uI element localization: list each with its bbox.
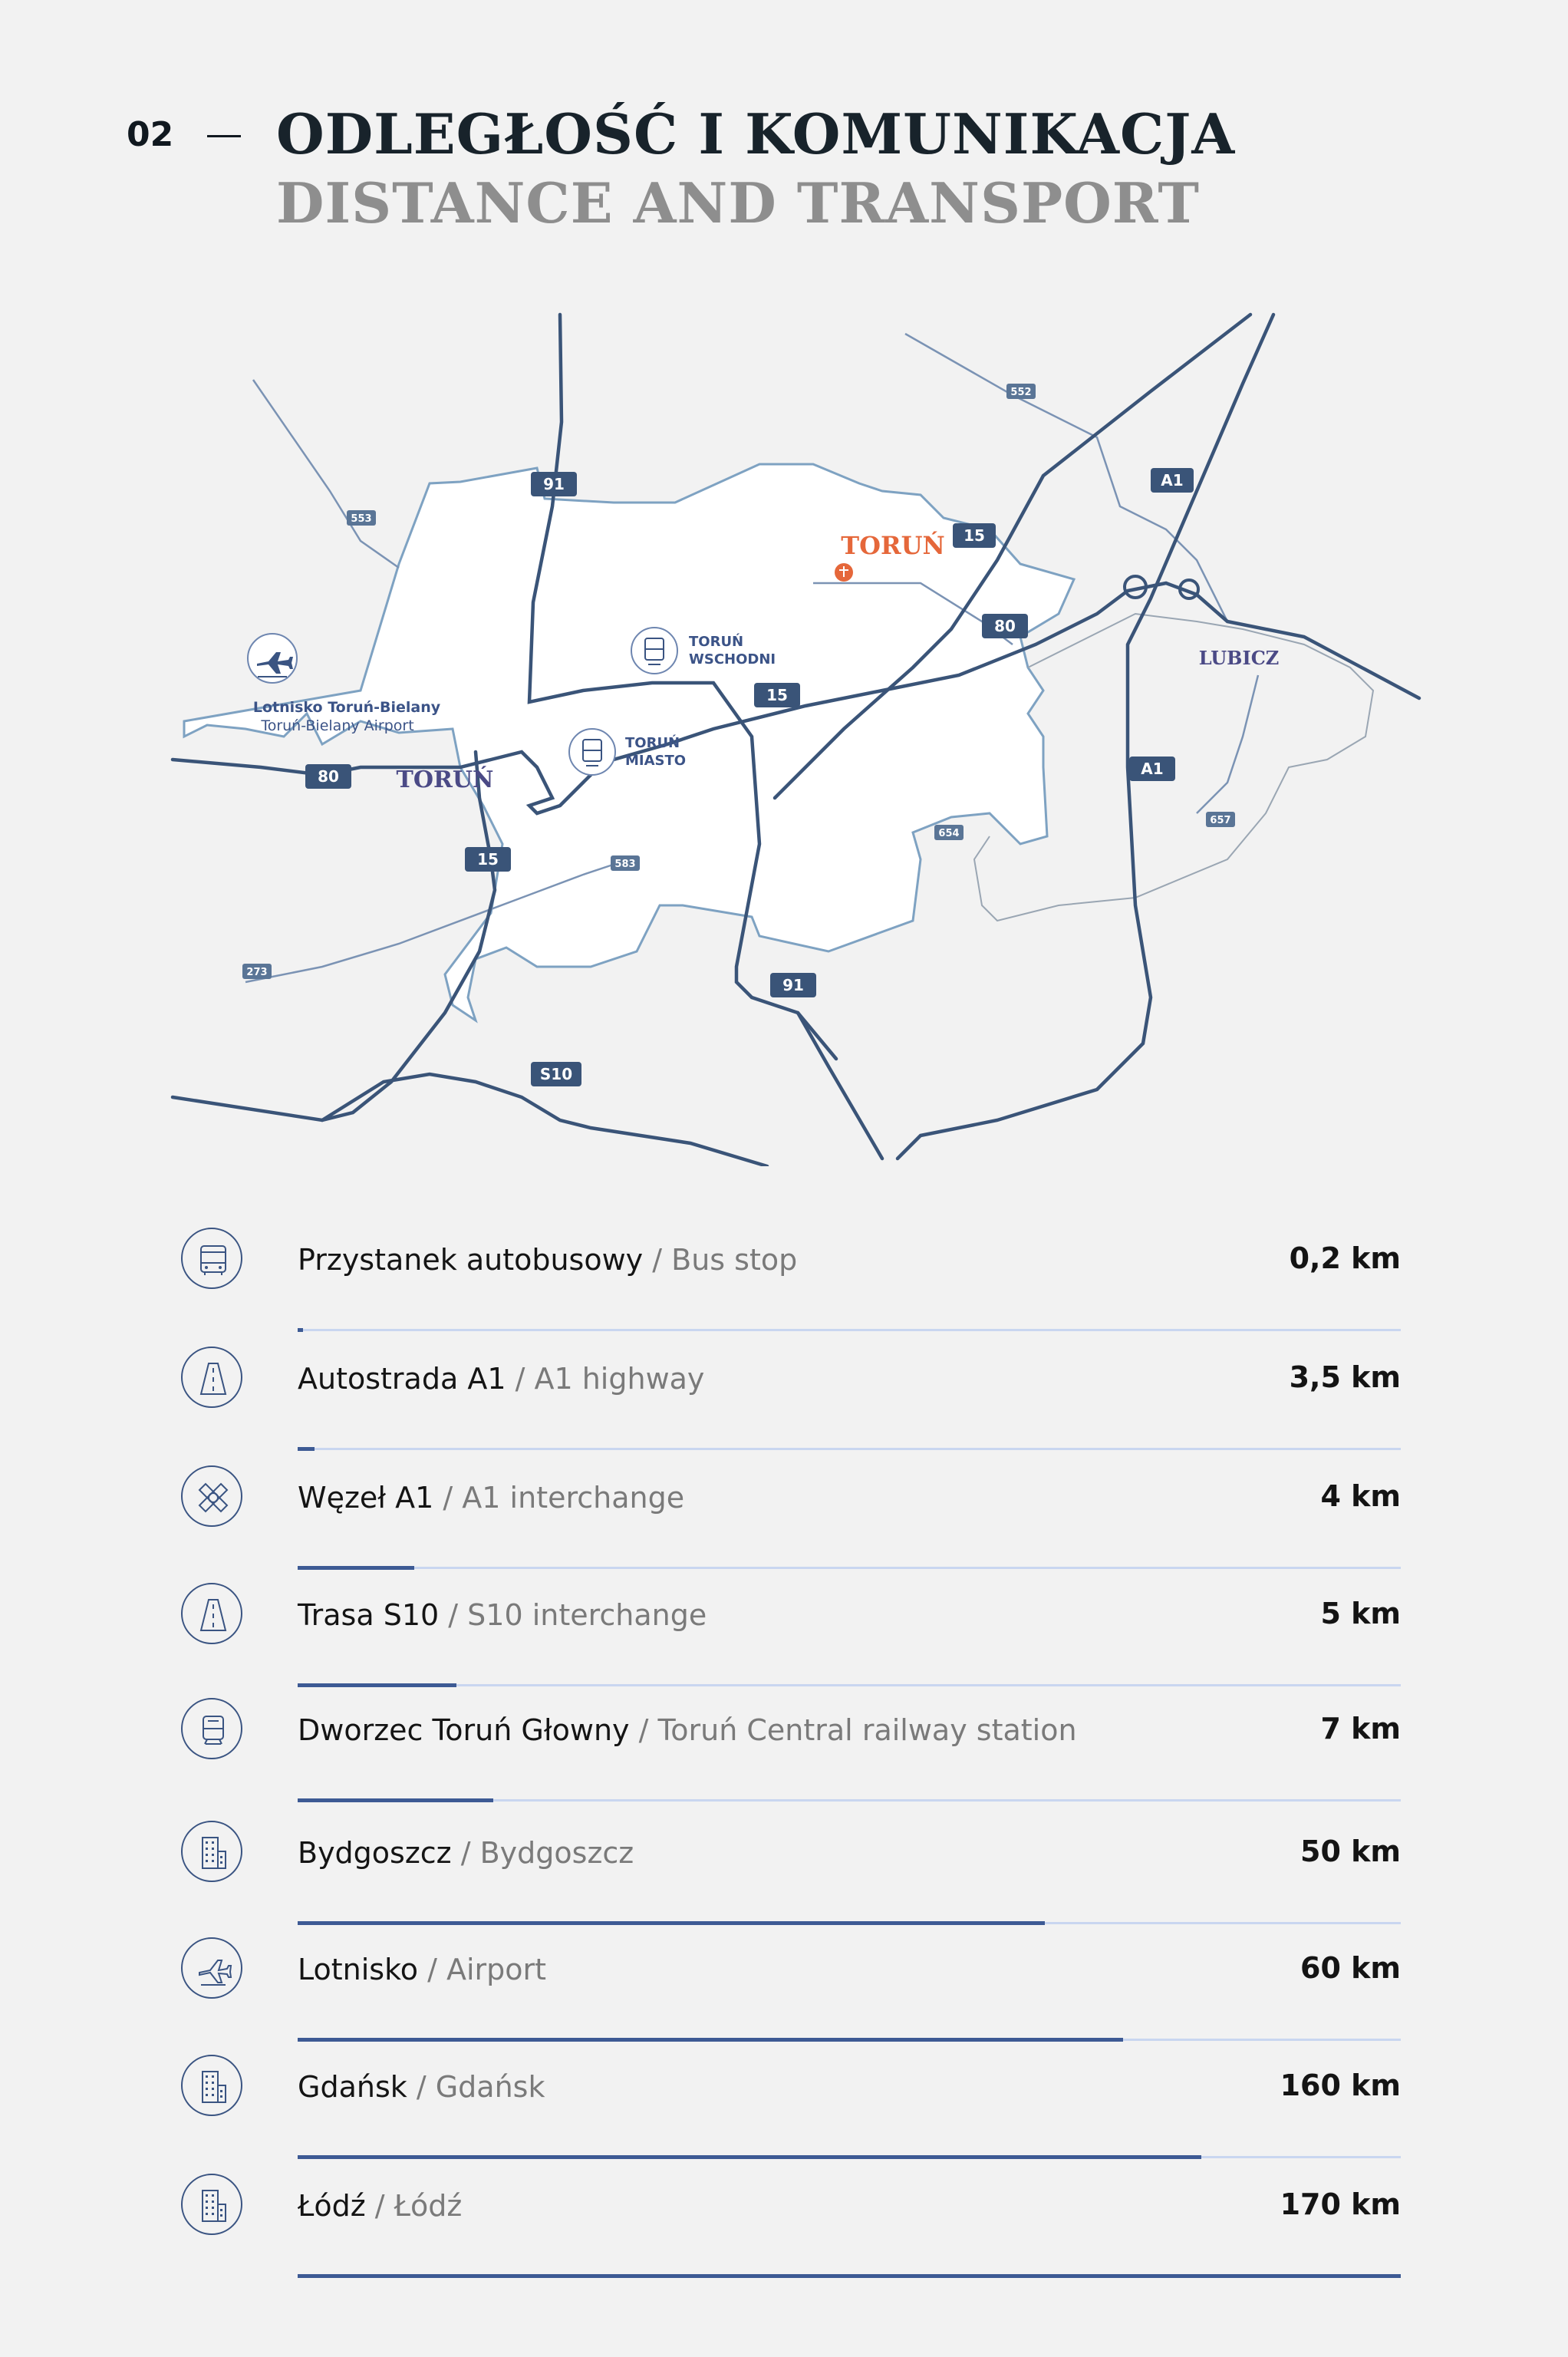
station-city-label-2: MIASTO [625, 753, 687, 769]
road-badge-91-bottom [770, 973, 816, 997]
distance-label-en: S10 interchange [467, 1598, 707, 1632]
svg-text:657: 657 [1210, 815, 1231, 826]
svg-text:583: 583 [614, 859, 636, 870]
distance-label-en: Łódź [394, 2189, 463, 2223]
distance-bar-fill [298, 1683, 456, 1687]
distance-bar-track [298, 1684, 1401, 1686]
distance-label-pl: Przystanek autobusowy [298, 1243, 644, 1277]
distance-label-pl: Łódź [298, 2189, 366, 2223]
distance-label-en: Airport [446, 1953, 547, 1986]
distance-label [298, 1481, 684, 1515]
distance-row [0, 2055, 1568, 2174]
distance-row [0, 1228, 1568, 1347]
distance-label [298, 1243, 797, 1277]
distance-label-pl: Autostrada A1 [298, 1362, 506, 1396]
distance-row [0, 1583, 1568, 1702]
city-label: TORUŃ [396, 766, 494, 793]
poi-marker [835, 563, 853, 582]
distance-label-pl: Gdańsk [298, 2070, 407, 2104]
distance-label-separator: / [643, 1243, 672, 1277]
distance-label [298, 1362, 704, 1396]
airport-label-en: Toruń-Bielany Airport [261, 717, 414, 734]
poi-label: TORUŃ [841, 531, 945, 560]
distance-row [0, 2174, 1568, 2293]
distance-value: 4 km [1320, 1479, 1401, 1513]
road-badge-657 [1206, 812, 1235, 827]
road-badge-a1-mid [1129, 757, 1175, 781]
highway-icon [181, 1347, 242, 1408]
distance-label-separator: / [629, 1713, 658, 1747]
distance-row [0, 1937, 1568, 2056]
svg-text:A1: A1 [1161, 471, 1184, 490]
train-icon [181, 1698, 242, 1759]
road-badge-15-top [953, 523, 996, 548]
distance-bar-track [298, 1329, 1401, 1331]
airport-marker [248, 634, 297, 683]
distance-row [0, 1821, 1568, 1940]
distance-row [0, 1698, 1568, 1817]
header [0, 0, 1568, 261]
distance-bar-fill [298, 1798, 493, 1802]
distance-label-en: Toruń Central railway station [657, 1713, 1077, 1747]
distance-value: 50 km [1300, 1835, 1401, 1868]
road-badge-80-right [982, 614, 1028, 638]
airplane-icon [181, 1937, 242, 1999]
map-svg [0, 307, 1568, 1166]
distance-bar-track [298, 2275, 1401, 2277]
road-badge-a1-top [1151, 468, 1194, 493]
road-badge-s10 [531, 1062, 581, 1086]
distance-bar-fill [298, 2274, 1401, 2278]
road-badge-273 [242, 964, 272, 979]
road-badge-553 [347, 510, 376, 526]
transport-map [0, 307, 1568, 1166]
distance-label [298, 2189, 462, 2223]
road-badge-583 [611, 855, 640, 871]
svg-text:80: 80 [994, 617, 1016, 635]
road-badge-15-bottom [465, 847, 511, 872]
distance-label [298, 1713, 1077, 1747]
distance-row [0, 1347, 1568, 1465]
svg-text:553: 553 [351, 513, 372, 525]
svg-text:15: 15 [964, 526, 985, 545]
distance-row [0, 1465, 1568, 1584]
distance-label-pl: Lotnisko [298, 1953, 418, 1986]
distance-label-separator: / [418, 1953, 446, 1986]
distance-bar-track [298, 1922, 1401, 1924]
svg-text:15: 15 [477, 850, 499, 869]
distance-bar-fill [298, 2038, 1123, 2042]
highway-icon [181, 1583, 242, 1644]
title-english: DISTANCE AND TRANSPORT [276, 170, 1200, 236]
distance-label-separator: / [451, 1836, 480, 1870]
svg-text:273: 273 [246, 967, 268, 978]
lubicz-label: LUBICZ [1198, 647, 1280, 669]
distance-bar-track [298, 2156, 1401, 2158]
distance-label-en: Gdańsk [435, 2070, 545, 2104]
distance-label [298, 1953, 546, 1986]
section-dash [207, 135, 241, 137]
bus-icon [181, 1228, 242, 1289]
distance-bar-track [298, 1448, 1401, 1450]
distance-label-pl: Dworzec Toruń Głowny [298, 1713, 630, 1747]
distance-bar-fill [298, 1328, 303, 1332]
distance-bar-track [298, 1567, 1401, 1569]
road-badge-552 [1006, 384, 1036, 399]
interchange-loops [1125, 576, 1198, 598]
distance-label-pl: Trasa S10 [298, 1598, 440, 1632]
distance-value: 160 km [1280, 2069, 1401, 2102]
interchange-icon [181, 1465, 242, 1527]
road-badge-91-top [531, 472, 577, 496]
distance-label-en: A1 interchange [462, 1481, 685, 1515]
distance-label-separator: / [506, 1362, 535, 1396]
svg-text:S10: S10 [539, 1065, 573, 1083]
station-east-label-1: TORUŃ [689, 634, 744, 650]
distance-bar-fill [298, 2155, 1201, 2159]
distance-value: 170 km [1280, 2187, 1401, 2221]
svg-text:15: 15 [766, 686, 788, 704]
distance-label-en: Bus stop [671, 1243, 798, 1277]
station-east-marker [631, 628, 677, 674]
distance-bar-track [298, 2039, 1401, 2041]
svg-text:80: 80 [318, 767, 339, 786]
distance-value: 5 km [1320, 1597, 1401, 1630]
road-badge-80-left [305, 764, 351, 789]
building-icon [181, 2174, 242, 2235]
distance-label-separator: / [407, 2070, 436, 2104]
distance-bar-fill [298, 1447, 315, 1451]
title-polish: ODLEGŁOŚĆ I KOMUNIKACJA [276, 101, 1236, 166]
svg-text:91: 91 [543, 475, 565, 493]
distance-label-pl: Węzeł A1 [298, 1481, 434, 1515]
airport-label-pl: Lotnisko Toruń-Bielany [252, 699, 441, 716]
building-icon [181, 1821, 242, 1882]
distance-value: 3,5 km [1289, 1360, 1401, 1394]
road-badge-654 [934, 825, 964, 840]
distance-value: 0,2 km [1289, 1241, 1401, 1275]
distance-label-separator: / [365, 2189, 394, 2223]
station-city-label-1: TORUŃ [625, 735, 680, 751]
distance-label [298, 1836, 634, 1870]
distance-label-separator: / [439, 1598, 468, 1632]
station-east-label-2: WSCHODNI [689, 651, 776, 668]
section-number: 02 [127, 115, 174, 154]
building-icon [181, 2055, 242, 2116]
distance-label-en: A1 highway [534, 1362, 705, 1396]
distance-value: 7 km [1320, 1712, 1401, 1745]
distance-label-pl: Bydgoszcz [298, 1836, 452, 1870]
distance-value: 60 km [1300, 1951, 1401, 1985]
svg-text:91: 91 [782, 976, 804, 994]
distance-label-en: Bydgoszcz [479, 1836, 634, 1870]
distance-label [298, 1598, 707, 1632]
distance-bar-fill [298, 1566, 414, 1570]
road-badge-15-mid [754, 683, 800, 707]
distance-bar-track [298, 1799, 1401, 1802]
station-city-marker [569, 729, 615, 775]
svg-text:654: 654 [938, 828, 960, 839]
svg-text:552: 552 [1010, 387, 1032, 398]
svg-text:A1: A1 [1141, 760, 1164, 778]
distance-label [298, 2070, 545, 2104]
distance-bar-fill [298, 1921, 1045, 1925]
distance-label-separator: / [433, 1481, 463, 1515]
